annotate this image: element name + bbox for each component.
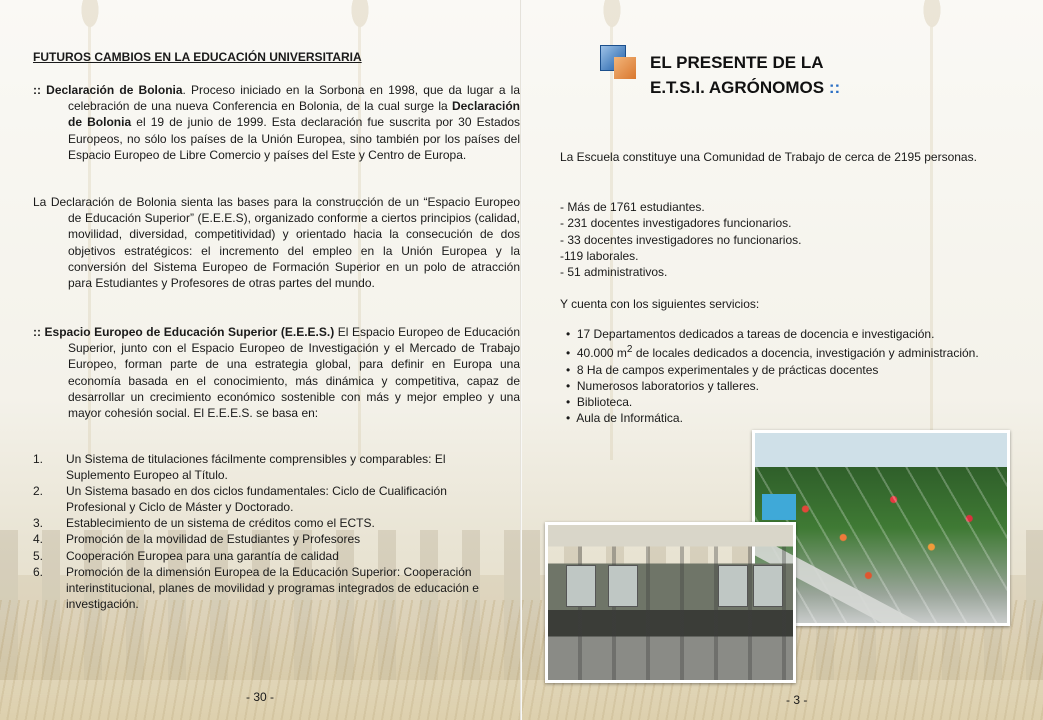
title-line-1: EL PRESENTE DE LA <box>650 53 824 72</box>
list-item <box>33 451 483 483</box>
bullet-icon: • <box>566 327 571 341</box>
eees-list <box>33 451 483 612</box>
lab-equipment <box>753 565 783 607</box>
list-number: 4. <box>33 532 44 547</box>
service-item <box>560 410 1015 426</box>
list-item <box>33 483 483 515</box>
services-list <box>560 326 1015 427</box>
bullet-icon: • <box>566 346 571 361</box>
service-text: 40.000 m <box>576 346 627 361</box>
service-text: Numerosos laboratorios y talleres. <box>576 378 759 393</box>
marker: :: <box>33 83 41 97</box>
left-page <box>0 0 521 720</box>
bullet-icon: • <box>566 378 571 393</box>
list-text: Cooperación Europea para una garantía de calidad <box>66 548 339 563</box>
community-intro: La Escuela constituye una Comunidad de Trabajo de cerca de 2195 personas. <box>560 150 977 164</box>
marker: :: <box>33 325 41 339</box>
list-item <box>33 515 483 531</box>
services-lead: Y cuenta con los siguientes servicios: <box>560 297 760 311</box>
superscript: 2 <box>626 344 633 356</box>
paragraph-text: el 19 de junio de 1999. Esta declaración fue suscrita por 30 Estados Europeos, no sólo los países de la Unión Europea, sino también por los países del Espacio Europeo de Libre Comercio y países del Este y Centro de Europa. <box>68 115 520 162</box>
eees-intro-paragraph: La Declaración de Bolonia sienta las bases para la construcción de un “Espacio Europeo de Educación Superior” (E.E.E.S), organizado conforme a ciertos principios (calidad, movilidad, diversidad, competitividad) y orientado hacia la consecución de dos objetivos estratégicos: el incremento del empleo en la Unión Europea y la conversión del Sistema Europeo de Formación Superior en un polo de atracción para Estudiantes y Profesores de otras partes del mundo. <box>33 195 520 291</box>
bold-term: Declaración de Bolonia <box>68 99 520 130</box>
page-number: - 3 - <box>786 693 808 707</box>
service-item <box>560 378 1015 394</box>
title-marker: :: <box>828 78 841 97</box>
paragraph-text: . Proceso iniciado en la Sorbona en 1998, que da lugar a la celebración de una nueva Conferencia en Bolonia, de la cual surge la <box>68 83 521 114</box>
list-item <box>33 531 483 547</box>
list-text: Promoción de la movilidad de Estudiantes y Profesores <box>66 532 361 547</box>
list-text: Establecimiento de un sistema de créditos como el ECTS. <box>66 516 375 531</box>
bold-lead: Declaración de Bolonia <box>46 83 183 97</box>
list-number: 3. <box>33 516 44 531</box>
service-item <box>560 342 1015 361</box>
stat-item: -119 laborales. <box>560 248 639 263</box>
lab-equipment <box>566 565 596 607</box>
lab-equipment <box>718 565 748 607</box>
list-item <box>33 564 483 612</box>
lab-equipment <box>608 565 638 607</box>
service-item <box>560 326 1015 342</box>
laboratory-photo <box>545 522 796 683</box>
list-number: 6. <box>33 564 44 579</box>
list-text: Un Sistema basado en dos ciclos fundamentales: Ciclo de Cualificación Profesional y Ciclo de Máster y Doctorado. <box>66 484 447 515</box>
paragraph-text: El Espacio Europeo de Educación Superior, junto con el Espacio Europeo de Investigación y el Mercado de Trabajo Europeo, forman parte de una estrategia global, para definir en Europa una economía basada en el conocimiento, más dinámica y competitiva, capaz de desarrollar un crecimiento económico sostenible con más y mejor empleo y una mayor cohesión social. El E.E.E.S. se basa en: <box>68 325 520 421</box>
service-item <box>560 362 1015 378</box>
stat-item: - 33 docentes investigadores no funcionarios. <box>560 232 802 247</box>
service-text: de locales dedicados a docencia, investigación y administración. <box>632 346 979 361</box>
service-text: 17 Departamentos dedicados a tareas de docencia e investigación. <box>576 327 935 341</box>
bullet-icon: • <box>566 411 571 426</box>
logo-orange-square <box>614 57 636 79</box>
list-number: 5. <box>33 548 44 563</box>
bold-lead: Espacio Europeo de Educación Superior (E.E.E.S.) <box>44 325 335 339</box>
stat-item: - 51 administrativos. <box>560 265 668 280</box>
service-item <box>560 394 1015 410</box>
section-heading: FUTUROS CAMBIOS EN LA EDUCACIÓN UNIVERSITARIA <box>33 50 362 64</box>
eees-paragraph <box>33 324 520 421</box>
list-item <box>33 548 483 564</box>
title-line-2: E.T.S.I. AGRÓNOMOS <box>650 78 825 97</box>
list-number: 2. <box>33 484 44 499</box>
list-text: Promoción de la dimensión Europea de la Educación Superior: Cooperación interinstitucional, planes de movilidad y programas integrados de educación e investigación. <box>66 564 479 611</box>
stat-item: - 231 docentes investigadores funcionarios. <box>560 216 792 231</box>
service-text: Aula de Informática. <box>576 411 683 426</box>
stat-item: - Más de 1761 estudiantes. <box>560 200 705 214</box>
service-text: 8 Ha de campos experimentales y de prácticas docentes <box>576 362 879 377</box>
bullet-icon: • <box>566 395 571 410</box>
bullet-icon: • <box>566 362 571 377</box>
list-text: Un Sistema de titulaciones fácilmente comprensibles y comparables: El Suplemento Europeo al Título. <box>66 452 446 483</box>
community-stats <box>560 199 1015 280</box>
blue-tag <box>762 494 796 520</box>
bolonia-paragraph <box>33 82 520 163</box>
service-text: Biblioteca. <box>576 395 633 410</box>
page-title <box>650 50 840 100</box>
school-logo <box>600 45 638 79</box>
page-number: - 30 - <box>246 690 275 704</box>
list-number: 1. <box>33 452 44 466</box>
